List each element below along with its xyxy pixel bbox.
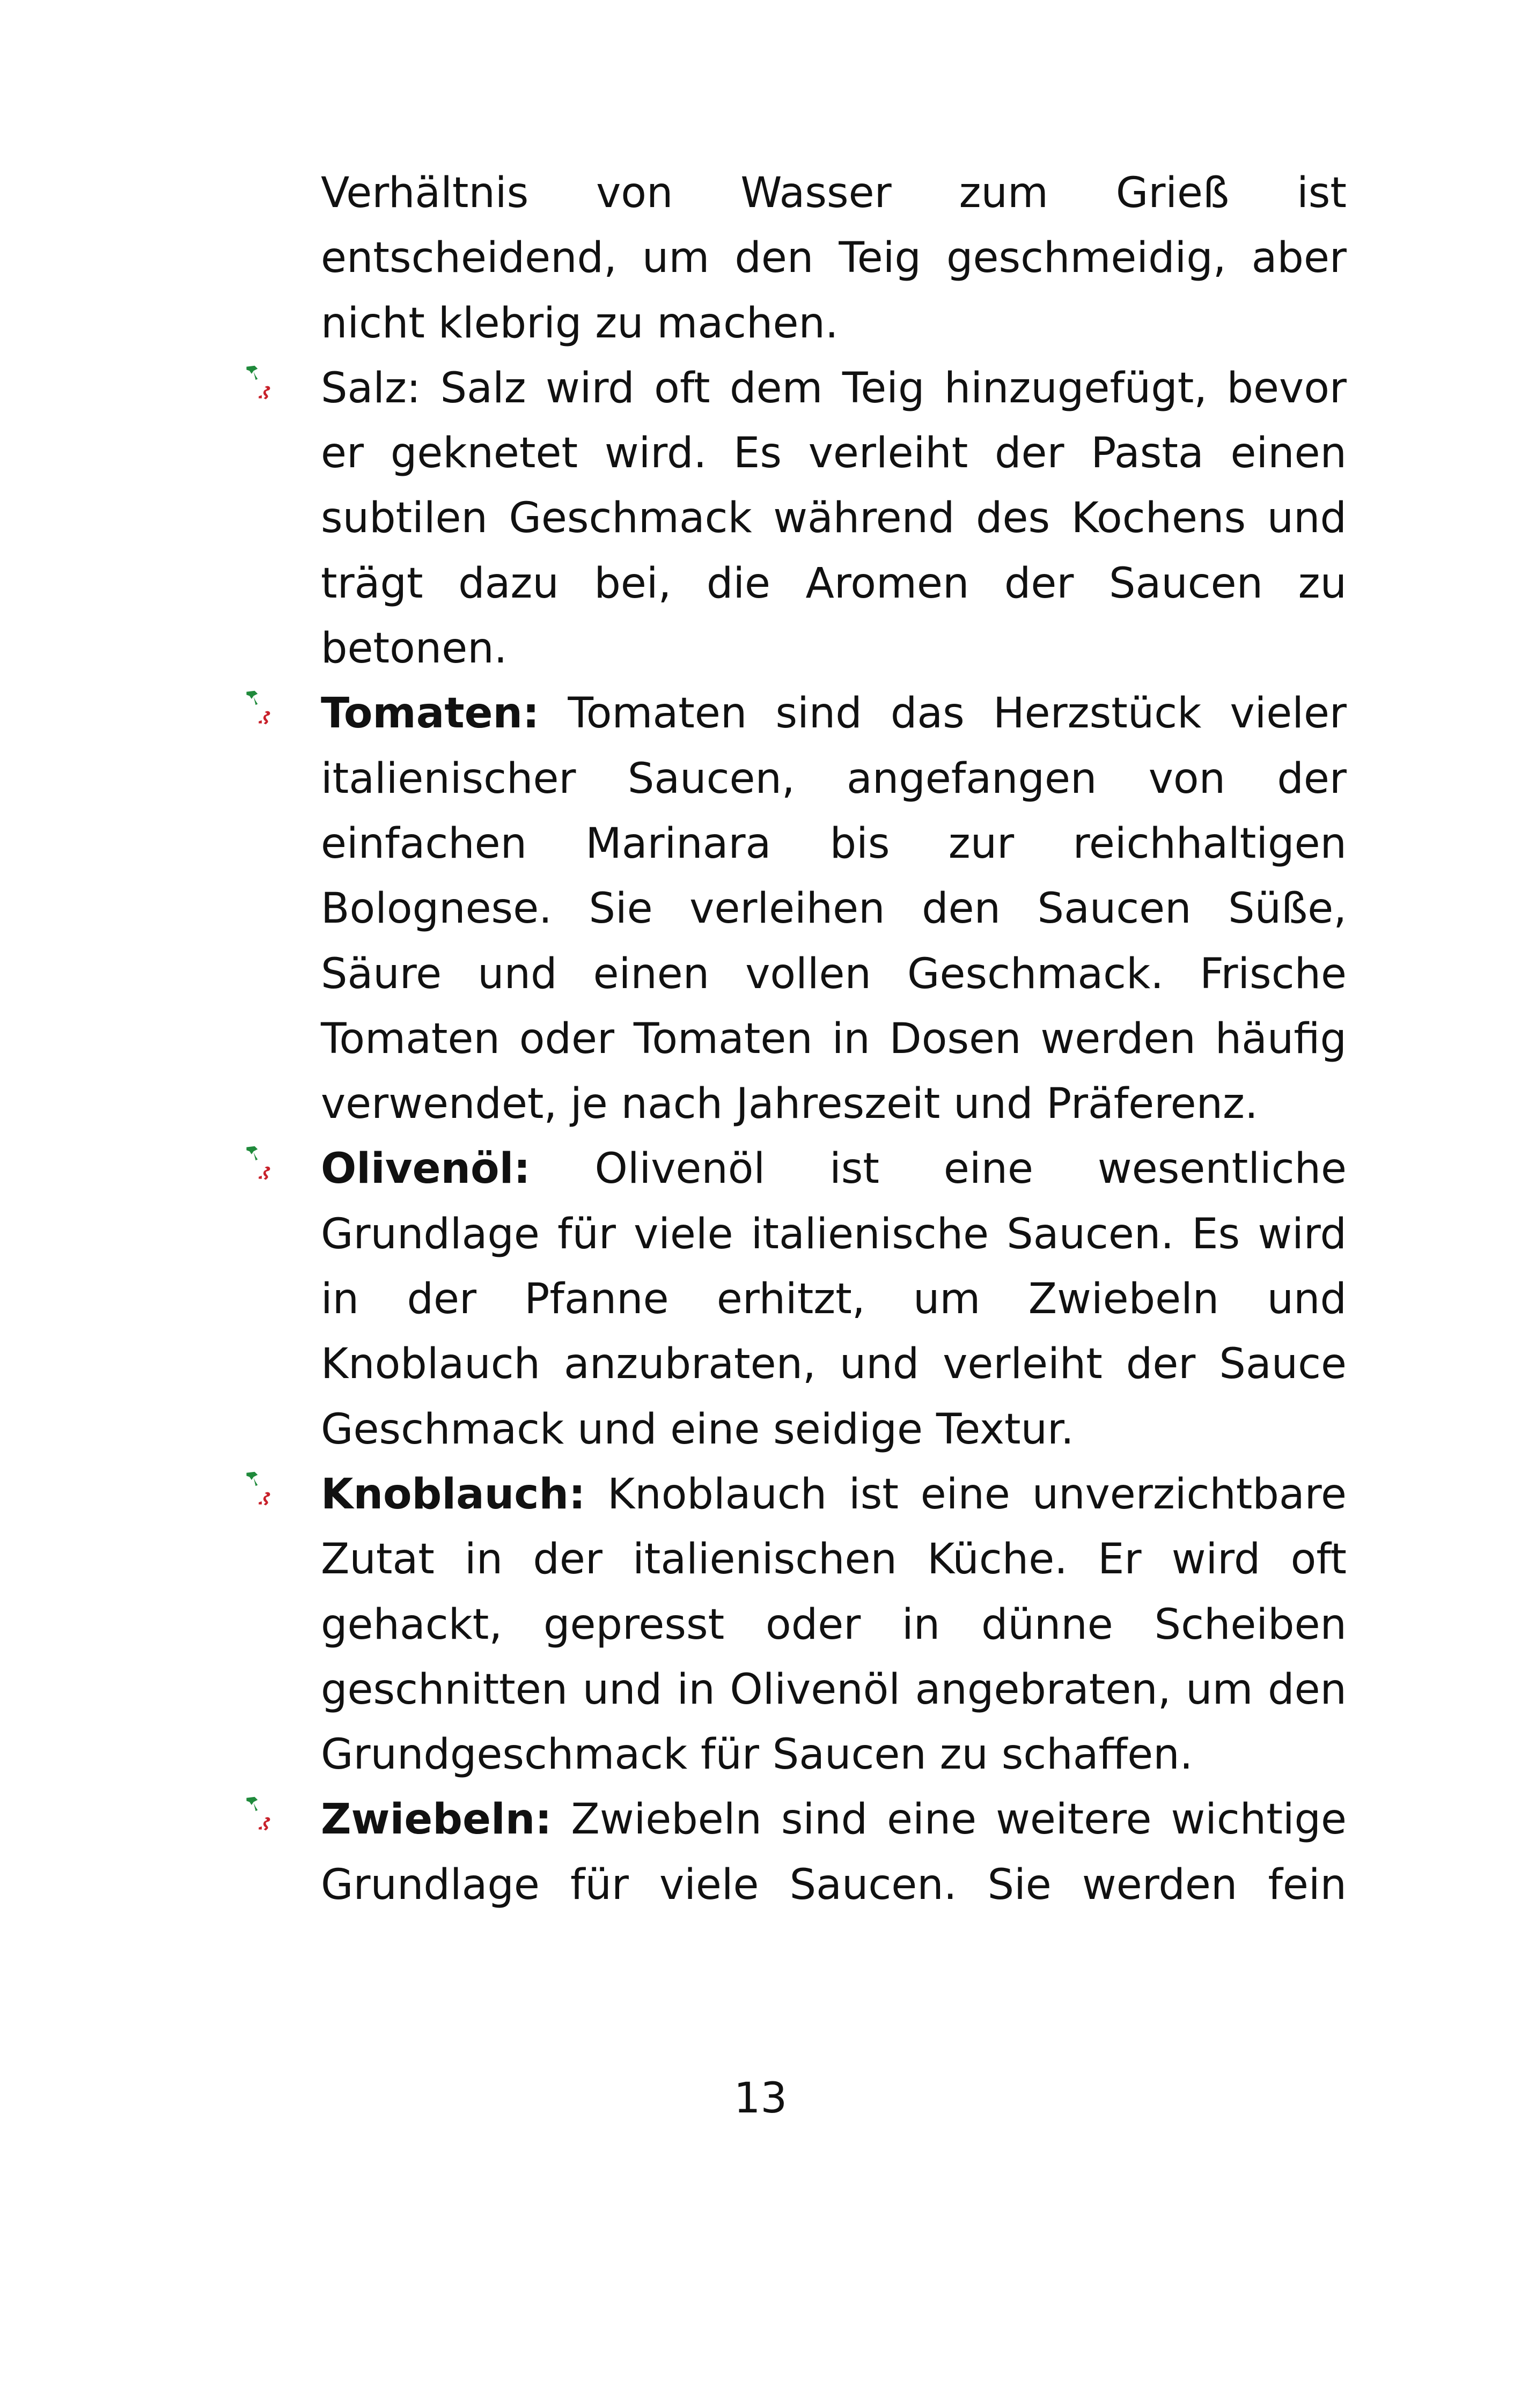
page-number: 13 [733, 2074, 788, 2123]
item-text: Salz: Salz wird oft dem Teig hinzugefügt, bevor er geknetet wird. Es verleiht der Pasta einen subtilen Geschmack während des Kochens und trägt dazu bei, die Aromen der Saucen zu betonen. [321, 364, 1347, 673]
list-item [321, 356, 1347, 681]
intro-paragraph: Verhältnis von Wasser zum Grieß ist entscheidend, um den Teig geschmeidig, aber nicht klebrig zu machen. [321, 169, 1347, 348]
item-text: Zwiebeln sind eine weitere wichtige Grundlage für viele Saucen. Sie werden fein [321, 1795, 1347, 1909]
item-term: Tomaten: [321, 689, 540, 738]
italy-map-icon [240, 1469, 281, 1509]
list-item [321, 1462, 1347, 1787]
item-text: Tomaten sind das Herzstück vieler italienischer Saucen, angefangen von der einfachen Marinara bis zur reichhaltigen Bolognese. Sie verleihen den Saucen Süße, Säure und einen vollen Geschmack. Frische Tomaten oder Tomaten in Dosen werden häufig verwendet, je nach Jahreszeit und Präferenz. [321, 689, 1347, 1129]
italy-map-icon [240, 363, 281, 403]
text-column [321, 161, 1347, 1918]
item-term: Olivenöl: [321, 1145, 531, 1194]
item-text: Olivenöl ist eine wesentliche Grundlage für viele italienische Saucen. Es wird in der Pfanne erhitzt, um Zwiebeln und Knoblauch anzubraten, und verleiht der Sauce Geschmack und eine seidige Textur. [321, 1145, 1347, 1454]
italy-map-icon [240, 1794, 281, 1835]
list-item [321, 1787, 1347, 1918]
item-text: Knoblauch ist eine unverzichtbare Zutat in der italienischen Küche. Er wird oft gehackt, gepresst oder in dünne Scheiben geschnitten und in Olivenöl angebraten, um den Grundgeschmack für Saucen zu schaffen. [321, 1470, 1347, 1779]
list-item [321, 1137, 1347, 1462]
item-term: Knoblauch: [321, 1470, 586, 1519]
item-term: Zwiebeln: [321, 1795, 552, 1844]
list-item [321, 681, 1347, 1137]
italy-map-icon [240, 1143, 281, 1184]
italy-map-icon [240, 688, 281, 728]
